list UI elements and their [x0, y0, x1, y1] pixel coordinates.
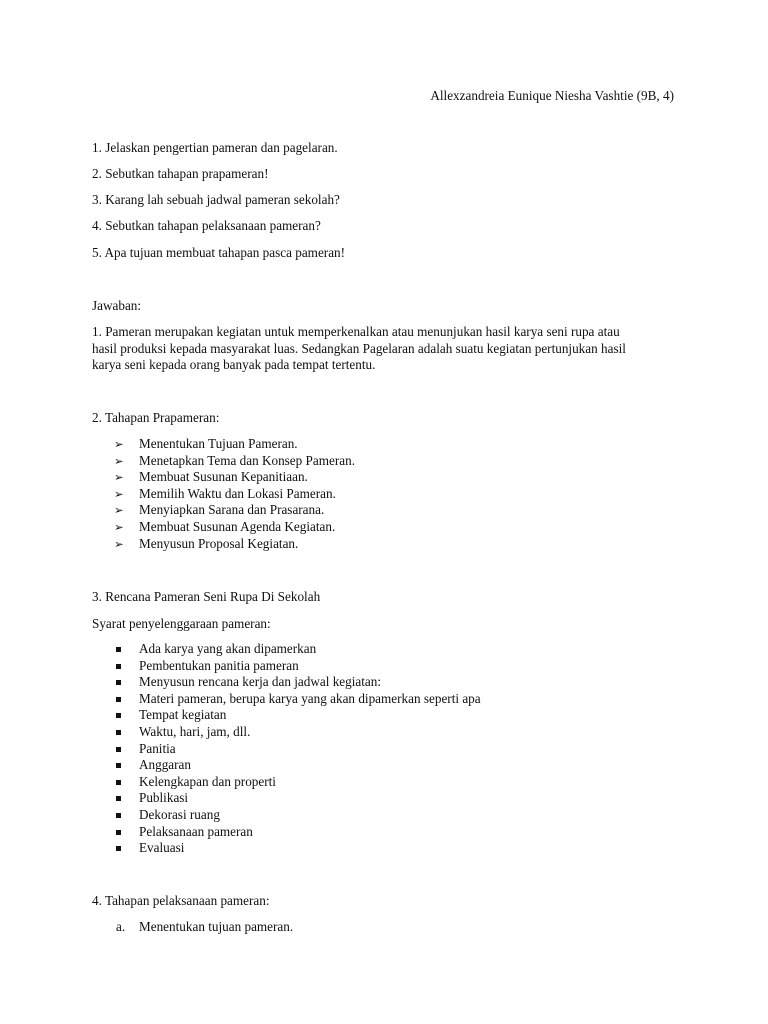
list-item — [0, 919, 293, 936]
list-item-text: Waktu, hari, jam, dll. — [139, 723, 251, 739]
arrow-bullet-icon: ➢ — [114, 453, 124, 468]
square-bullet-icon — [116, 780, 121, 785]
list-item — [0, 436, 355, 453]
list-item — [0, 641, 481, 658]
arrow-bullet-icon: ➢ — [114, 503, 124, 518]
square-bullet-icon — [116, 697, 121, 702]
answer-4-title: 4. Tahapan pelaksanaan pameran: — [92, 893, 270, 908]
arrow-bullet-icon: ➢ — [114, 437, 124, 451]
list-item-text: Ada karya yang akan dipamerkan — [139, 641, 317, 656]
list-item — [0, 519, 355, 536]
list-item — [0, 486, 355, 503]
list-item-text: Memilih Waktu dan Lokasi Pameran. — [139, 485, 336, 501]
square-bullet-icon — [116, 680, 121, 685]
arrow-bullet-icon: ➢ — [114, 470, 124, 485]
list-item — [0, 807, 481, 824]
answer-3-title: 3. Rencana Pameran Seni Rupa Di Sekolah — [92, 589, 321, 604]
list-item-text: Menentukan Tujuan Pameran. — [139, 436, 298, 451]
square-bullet-icon — [116, 730, 121, 735]
list-item-text: Tempat kegiatan — [139, 707, 227, 723]
list-item-text: Kelengkapan dan properti — [139, 773, 276, 789]
list-item-text: Membuat Susunan Agenda Kegiatan. — [139, 518, 336, 534]
square-bullet-icon — [116, 813, 121, 818]
list-item-text: Evaluasi — [139, 840, 185, 856]
list-item — [0, 536, 355, 553]
list-item — [0, 757, 481, 774]
list-item-text: Materi pameran, berupa karya yang akan dipamerkan seperti apa — [139, 690, 481, 706]
square-bullet-icon — [116, 763, 121, 768]
answer-3-subtitle: Syarat penyelenggaraan pameran: — [92, 616, 271, 631]
list-item — [0, 469, 355, 486]
answer-1-line-2: hasil produksi kepada masyarakat luas. Sedangkan Pagelaran adalah suatu kegiatan pertunjukan hasil — [92, 341, 626, 356]
arrow-bullet-icon: ➢ — [114, 486, 124, 501]
list-item-text: Menyusun Proposal Kegiatan. — [139, 535, 299, 551]
answer-1-line-3: karya seni kepada orang banyak pada tempat tertentu. — [92, 357, 376, 372]
arrow-bullet-icon: ➢ — [114, 519, 124, 534]
list-item — [0, 741, 481, 758]
list-item-text: Pembentukan panitia pameran — [139, 657, 299, 673]
square-bullet-icon — [116, 846, 121, 851]
list-item-text: Menyusun rencana kerja dan jadwal kegiatan: — [139, 674, 382, 690]
square-bullet-icon — [116, 664, 121, 669]
pelaksanaan-list — [0, 919, 293, 936]
answers-label: Jawaban: — [92, 298, 142, 313]
square-bullet-icon — [116, 647, 121, 652]
list-item-text: Publikasi — [139, 790, 189, 806]
list-item — [0, 774, 481, 791]
list-item-marker: a. — [116, 919, 126, 934]
list-item — [0, 840, 481, 857]
list-item-text: Membuat Susunan Kepanitiaan. — [139, 469, 308, 485]
answer-1-line-1: 1. Pameran merupakan kegiatan untuk memperkenalkan atau menunjukan hasil karya seni rupa atau — [92, 324, 620, 339]
list-item — [0, 658, 481, 675]
author-name: Allexzandreia Eunique Niesha Vashtie (9B, 4) — [430, 88, 674, 103]
list-item — [0, 824, 481, 841]
square-bullet-icon — [116, 747, 121, 752]
list-item — [0, 790, 481, 807]
answer-2-title: 2. Tahapan Prapameran: — [92, 410, 220, 425]
list-item — [0, 707, 481, 724]
list-item-text: Menetapkan Tema dan Konsep Pameran. — [139, 452, 355, 468]
square-bullet-icon — [116, 830, 121, 835]
syarat-list — [0, 641, 481, 857]
list-item-text: Menentukan tujuan pameran. — [139, 919, 294, 934]
square-bullet-icon — [116, 796, 121, 801]
question-3: 3. Karang lah sebuah jadwal pameran sekolah? — [92, 192, 340, 207]
question-1: 1. Jelaskan pengertian pameran dan pagelaran. — [92, 140, 338, 155]
question-4: 4. Sebutkan tahapan pelaksanaan pameran? — [92, 218, 321, 233]
list-item-text: Panitia — [139, 740, 176, 756]
square-bullet-icon — [116, 713, 121, 718]
list-item-text: Menyiapkan Sarana dan Prasarana. — [139, 502, 325, 518]
prapameran-list — [0, 436, 355, 552]
list-item-text: Dekorasi ruang — [139, 806, 220, 822]
list-item — [0, 724, 481, 741]
list-item-text: Anggaran — [139, 757, 191, 773]
list-item — [0, 691, 481, 708]
list-item — [0, 674, 481, 691]
question-5: 5. Apa tujuan membuat tahapan pasca pameran! — [92, 245, 346, 260]
arrow-bullet-icon: ➢ — [114, 536, 124, 551]
list-item-text: Pelaksanaan pameran — [139, 823, 253, 839]
list-item — [0, 453, 355, 470]
question-2: 2. Sebutkan tahapan prapameran! — [92, 166, 269, 181]
list-item — [0, 502, 355, 519]
